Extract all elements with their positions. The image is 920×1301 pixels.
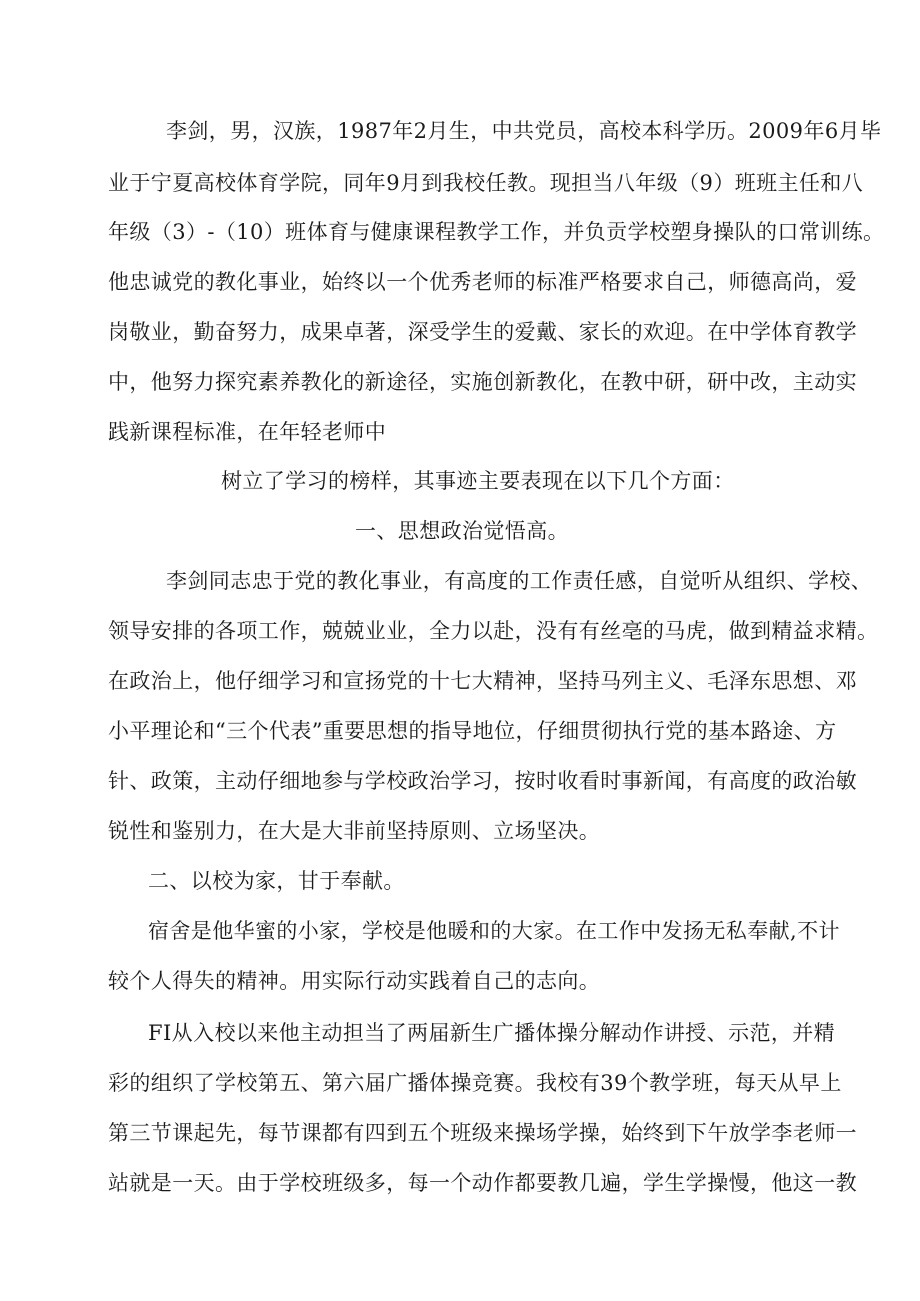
intro-line-1: 李剑，男，汉族，1987年2月生，中共党员，高校本科学历。2009年6月毕	[166, 119, 882, 143]
section1-line-5: 针、政策，主动仔细地参与学校政治学习，按时收看时事新闻，有高度的政治敏	[108, 769, 857, 793]
section1-heading: 一、思想政治觉悟高。	[355, 519, 569, 543]
intro-line-6: 中，他努力探究素养教化的新途径，实施创新教化，在教中研，研中改，主动实	[108, 370, 857, 394]
section2-line-2: 较个人得失的精神。用实际行动实践着自己的志向。	[108, 969, 601, 993]
section1-line-2: 领导安排的各项工作，兢兢业业，全力以赴，没有有丝亳的马虎，做到精益求精。	[108, 619, 879, 643]
intro-line-7: 践新课程标准，在年轻老师中	[108, 420, 387, 444]
section1-line-3: 在政治上，他仔细学习和宣扬党的十七大精神，坚持马列主义、毛泽东思想、邓	[108, 669, 857, 693]
section3-line-2: 彩的组织了学校第五、第六届广播体操竞赛。我校有39个教学班，每天从早上	[108, 1071, 842, 1095]
section3-line-1: FI从入校以来他主动担当了两届新生广播体操分解动作讲授、示范，并精	[148, 1021, 836, 1045]
intro-line-3: 年级（3）-（10）班体育与健康课程教学工作，并负贡学校塑身操队的口常训练。	[108, 220, 885, 244]
section2-line-1: 宿舍是他华蜜的小家，学校是他暖和的大家。在工作中发扬无私奉献,不计	[148, 919, 840, 943]
section1-line-4: 小平理论和“三个代表”重要思想的指导地位，仔细贯彻执行党的基本路途、方	[108, 719, 837, 743]
intro-line-5: 岗敬业，勤奋努力，成果卓著，深受学生的爱戴、家长的欢迎。在中学体育教学	[108, 320, 857, 344]
section3-line-3: 第三节课起先，每节课都有四到五个班级来操场学操，始终到下午放学李老师一	[108, 1121, 857, 1145]
section1-line-6: 锐性和鉴别力，在大是大非前坚持原则、立场坚决。	[108, 819, 601, 843]
intro-line-4: 他忠诚党的教化事业，始终以一个优秀老师的标准严格要求自己，师德高尚，爱	[108, 270, 857, 294]
section3-line-4: 站就是一天。由于学校班级多，每一个动作都要教几遍，学生学操慢，他这一教	[108, 1171, 857, 1195]
section2-heading: 二、以校为家，甘于奉献。	[148, 869, 405, 893]
section1-line-1: 李剑同志忠于党的教化事业，有高度的工作责任感，自觉听从组织、学校、	[166, 569, 873, 593]
transition-line: 树立了学习的榜样，其事迹主要表现在以下几个方面：	[221, 469, 735, 493]
intro-line-2: 业于宁夏高校体育学院，同年9月到我校任教。现担当八年级（9）班班主任和八	[108, 171, 864, 195]
